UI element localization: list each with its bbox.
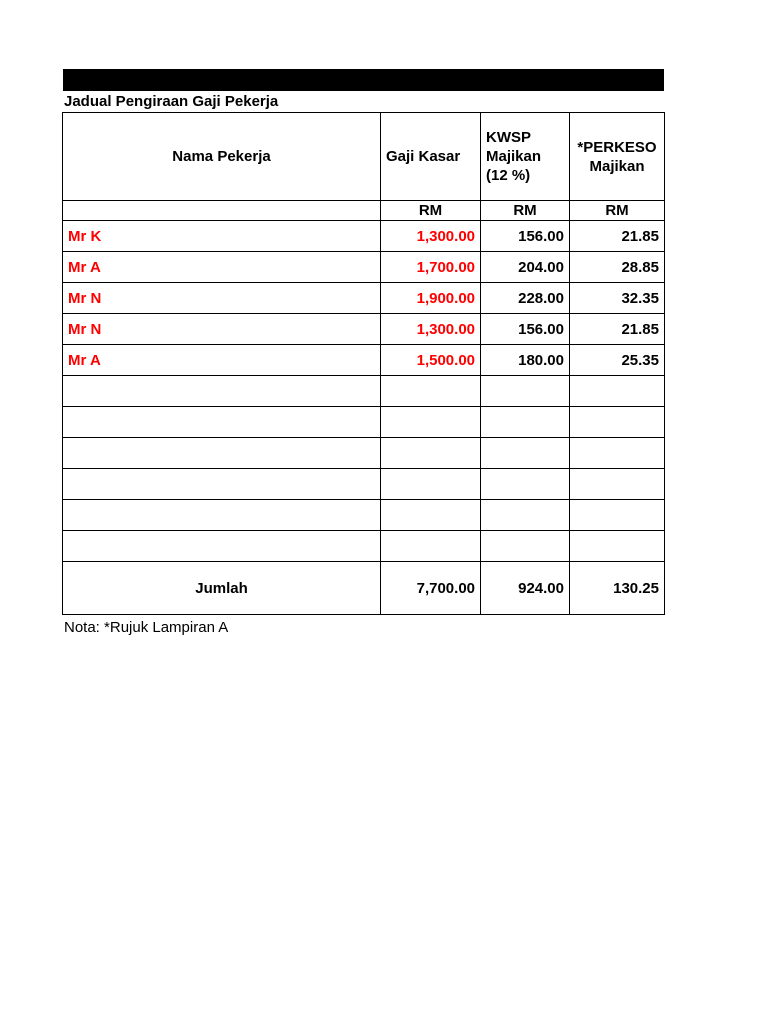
employee-name-cell: [63, 469, 381, 500]
footnote: Nota: *Rujuk Lampiran A: [64, 619, 229, 636]
table-body: [63, 221, 665, 562]
gross-salary-cell: [381, 500, 481, 531]
employee-name-cell: [63, 407, 381, 438]
employee-name-cell: [63, 438, 381, 469]
salary-table: [62, 112, 665, 615]
perkeso-cell: 25.35: [570, 345, 665, 376]
gross-salary-cell: 1,700.00: [381, 252, 481, 283]
kwsp-cell: 228.00: [481, 283, 570, 314]
table-row: [63, 407, 665, 438]
gross-salary-cell: [381, 531, 481, 562]
kwsp-cell: 156.00: [481, 221, 570, 252]
kwsp-cell: [481, 407, 570, 438]
perkeso-header-line1: *PERKESO: [577, 138, 657, 156]
employee-name-cell: Mr K: [63, 221, 381, 252]
gross-salary-cell: [381, 407, 481, 438]
total-row: [63, 562, 665, 615]
perkeso-cell: [570, 469, 665, 500]
table-row: [63, 314, 665, 345]
kwsp-cell: 156.00: [481, 314, 570, 345]
kwsp-header-line2: Majikan: [486, 148, 542, 165]
table-row: [63, 376, 665, 407]
gross-salary-cell: 1,500.00: [381, 345, 481, 376]
gross-salary-cell: 1,900.00: [381, 283, 481, 314]
header-row: [63, 113, 665, 201]
unit-cell-name: [63, 201, 381, 221]
perkeso-cell: [570, 407, 665, 438]
total-perkeso: 130.25: [570, 562, 665, 615]
employee-name-cell: Mr N: [63, 314, 381, 345]
kwsp-cell: [481, 500, 570, 531]
table-row: [63, 438, 665, 469]
kwsp-cell: [481, 376, 570, 407]
total-label: Jumlah: [63, 562, 381, 615]
employee-name-cell: Mr A: [63, 345, 381, 376]
gross-salary-cell: [381, 376, 481, 407]
perkeso-cell: [570, 500, 665, 531]
table-row: [63, 283, 665, 314]
header-bar: [63, 69, 664, 91]
gross-salary-cell: [381, 469, 481, 500]
table-row: [63, 221, 665, 252]
perkeso-cell: [570, 376, 665, 407]
perkeso-header-line2: Majikan: [589, 157, 645, 175]
kwsp-cell: [481, 531, 570, 562]
employee-name-cell: [63, 376, 381, 407]
kwsp-cell: [481, 438, 570, 469]
kwsp-header-line1: KWSP: [486, 129, 531, 146]
employee-name-cell: Mr A: [63, 252, 381, 283]
total-gross: 7,700.00: [381, 562, 481, 615]
perkeso-cell: 28.85: [570, 252, 665, 283]
employee-name-cell: [63, 500, 381, 531]
column-header-gross: Gaji Kasar: [381, 113, 481, 201]
employee-name-cell: [63, 531, 381, 562]
table-row: [63, 531, 665, 562]
column-header-name: Nama Pekerja: [63, 113, 381, 201]
gross-salary-cell: 1,300.00: [381, 314, 481, 345]
employee-name-cell: Mr N: [63, 283, 381, 314]
kwsp-cell: 180.00: [481, 345, 570, 376]
unit-cell-kwsp: RM: [481, 201, 570, 221]
table-row: [63, 252, 665, 283]
unit-cell-perkeso: RM: [570, 201, 665, 221]
kwsp-cell: [481, 469, 570, 500]
gross-salary-cell: [381, 438, 481, 469]
kwsp-header-line3: (12 %): [486, 167, 531, 184]
gross-salary-cell: 1,300.00: [381, 221, 481, 252]
document-title: Jadual Pengiraan Gaji Pekerja: [64, 93, 279, 110]
table-row: [63, 345, 665, 376]
column-header-perkeso: [570, 113, 665, 201]
perkeso-cell: 21.85: [570, 314, 665, 345]
total-kwsp: 924.00: [481, 562, 570, 615]
perkeso-cell: [570, 531, 665, 562]
perkeso-cell: [570, 438, 665, 469]
kwsp-cell: 204.00: [481, 252, 570, 283]
unit-cell-gross: RM: [381, 201, 481, 221]
column-header-kwsp: [481, 113, 570, 201]
perkeso-cell: 21.85: [570, 221, 665, 252]
units-row: [63, 201, 665, 221]
perkeso-cell: 32.35: [570, 283, 665, 314]
table-row: [63, 500, 665, 531]
table-row: [63, 469, 665, 500]
